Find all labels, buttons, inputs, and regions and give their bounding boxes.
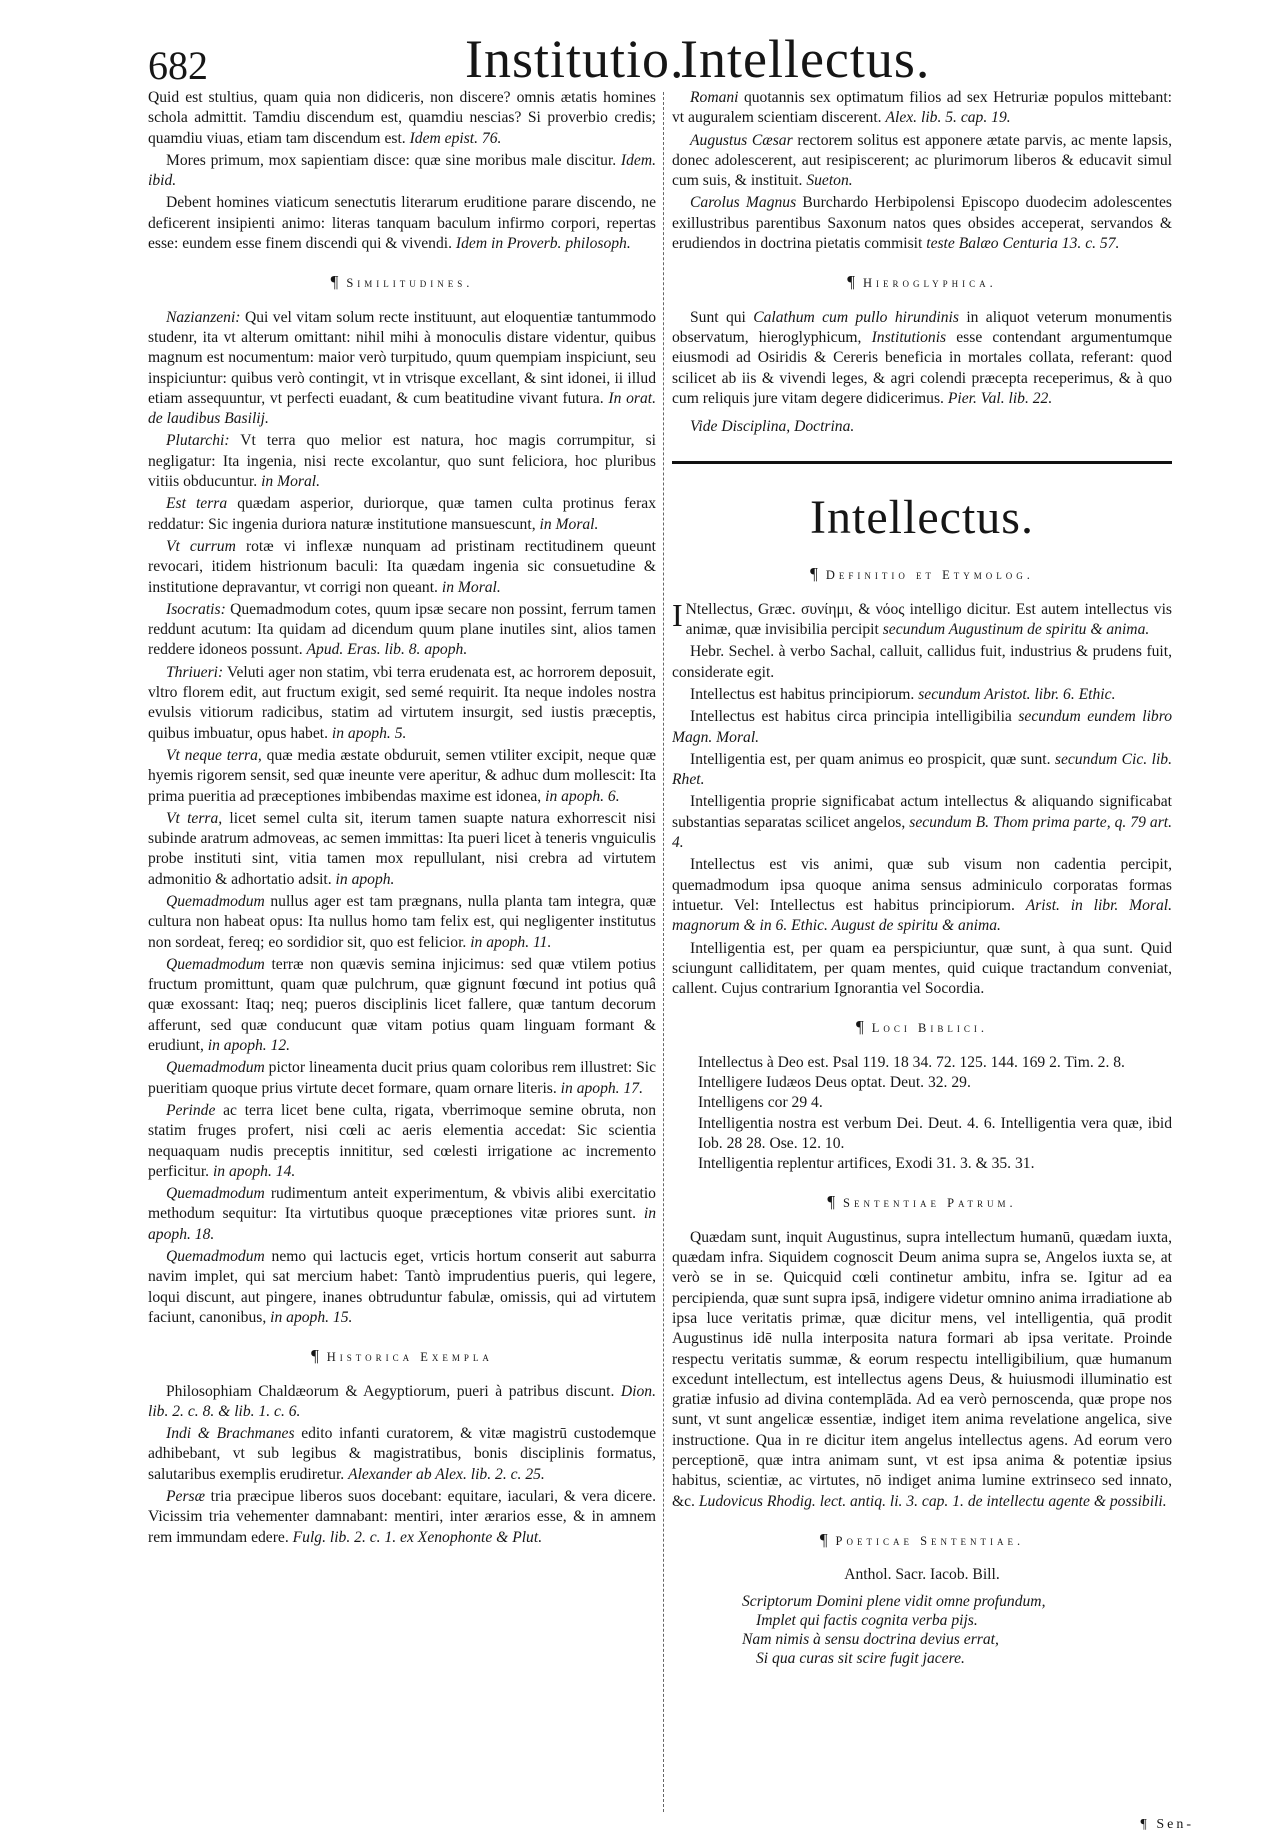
paragraph: I Ntellectus, Græc. συνίημι, & νόος intelligo dicitur. Est autem intellectus vis animæ, quæ invisibilia percipit secundum Augustinum de spiritu & anima. xyxy=(672,596,1172,639)
paragraph: Intellectus est vis animi, quæ sub visum non cadentia percipit, quemadmodum ipsa quoque anima sensus adminiculo corporatas formas intuetur. Vel: Intellectus est habitus principiorum. Arist. in libr. Moral. magnorum & in 6. Ethic. August de spiritu & anima. xyxy=(672,856,1172,935)
drop-cap: I xyxy=(672,596,683,633)
running-title-left: Institutio. xyxy=(465,29,685,89)
paragraph: Intelligentia est, per quam animus eo prospicit, quæ sunt. secundum Cic. lib. Rhet. xyxy=(672,750,1172,789)
paragraph: Romani quotannis sex optimatum filios ad sex Hetruriæ populos mittebant: vt auguralem scientiam discerent. Alex. lib. 5. cap. 19. xyxy=(672,89,1172,127)
paragraph: Indi & Brachmanes edito infanti curatorem, & vitæ magistrū custodemque adhibebant, vt sub legibus & magistratibus, bonis disciplinis formatus, salutaribus exemplis erudiretur. Alexander ab Alex. lib. 2. c. 25. xyxy=(148,1425,656,1483)
poem-line: Implet qui factis cognita verba pijs. xyxy=(756,1611,978,1629)
paragraph: Philosophiam Chaldæorum & Aegyptiorum, pueri à patribus discunt. Dion. lib. 2. c. 8. & lib. 1. c. 6. xyxy=(148,1382,656,1420)
paragraph: Perinde ac terra licet bene culta, rigata, vberrimoque semine obruta, non statim fruges profert, nisi cœli ac aeris elementia accedat: Sic scientia nequaquam nudis preceptis innititur, sed cœlesti irrigatione ac incremento perficitur. in apoph. 14. xyxy=(148,1101,656,1180)
paragraph: Intelligentia est, per quam ea perspiciuntur, quæ sunt, à qua sunt. Quid sciungunt calliditatem, per quam mentes, quid cuique tractandum conveniat, callent. Cujus contrarium Ignorantia vel Socordia. xyxy=(672,939,1172,998)
section-heading: ¶ Hieroglyphica. xyxy=(847,272,997,292)
paragraph: Quædam sunt, inquit Augustinus, supra intellectum humanū, quædam iuxta, quædam infra. Siquidem cognoscit Deum anima supra se, Angelos iuxta se, at verò se in se. Quicquid cœli continetur ambitu, infra se. Igitur ad ea percipienda, quæ sunt supra ipsā, indigere videtur omnino anima irradiatione ab ipsa luce veritatis primæ, quæ dicitur mens, vel intelligentia, quā prodit Augustinus idē nulla interposita natura formari ab ipsa veritate. Proinde respectu veritatis summæ, & eorum respectu intelligibilium, quæ humanum excedunt intellectum, est intellectus agens Deus, & huiusmodi illuminatio est gratiæ infusio ad divina contemplāda. Ad ea verò pernoscenda, quæ prope nos sunt, vt sunt angelicæ essentiæ, indiget item anima revelatione angelica, sive instructione. Qua in re dicitur item angelus intellectus agens. Ad eorum vero perceptionē, quæ intra animam sunt, vt est ipsa anima & potentiæ ipsius habitus, scientiæ, ac virtutes, nō indiget anima lumine extrinseco sed innato, &c. Ludovicus Rhodig. lect. antiq. li. 3. cap. 1. de intellectu agente & possibili. xyxy=(672,1228,1172,1510)
paragraph: Vt neque terra, quæ media æstate obduruit, semen vtiliter excipit, neque quæ hyemis rigorem sensit, sed quæ ineunte vere aperitur, & adhuc dum mollescit: Ita prima pueritia ad præceptiones imbibendas maxime est idonea, in apoph. 6. xyxy=(148,746,656,805)
catchword: ¶ Sen- xyxy=(1140,1817,1194,1832)
paragraph: Quemadmodum nullus ager est tam prægnans, nulla planta tam integra, quæ cultura non habeat opus: Ita nullus homo tam felix est, qui negligenter institutus non sordeat, fereq; eo sordidior sit, quo est felicior. in apoph. 11. xyxy=(148,892,656,951)
paragraph: Sunt qui Calathum cum pullo hirundinis in aliquot veterum monumentis observatum, hieroglyphicum, Institutionis esse contendant argumentumque eiusmodi ad Osiridis & Cereris beneficia in mortales collata, referant: quod scilicet ab iis & vivendi leges, & agri colendi præcepta receperimus, & à quo cum reliquis jure vitam degere didicerimus. Pier. Val. lib. 22. xyxy=(672,308,1172,407)
section-heading: ¶ Definitio et Etymolog. xyxy=(810,564,1034,584)
poem-line: Nam nimis à sensu doctrina devius errat, xyxy=(742,1630,999,1648)
paragraph: Intelligentia proprie significabat actum intellectus & aliquando significabat substantias separatas scilicet angelos, secundum B. Thom prima parte, q. 79 art. 4. xyxy=(672,793,1172,852)
paragraph: Quemadmodum pictor lineamenta ducit prius quam coloribus rem illustret: Sic pueritiam quoque prius virtute decet formare, quam ornare literis. in apoph. 17. xyxy=(148,1059,656,1097)
paragraph: Debent homines viaticum senectutis literarum eruditione parare discendo, ne deficerent insipienti animo: literas tanquam baculum infirmo corpori, repertas esse: eundem esse finem discendi qui & vivendi. Idem in Proverb. philosoph. xyxy=(148,194,656,253)
section-heading: ¶ Loci Biblici. xyxy=(856,1017,988,1037)
section-heading: ¶ Poeticae Sententiae. xyxy=(819,1529,1025,1549)
paragraph: Est terra quædam asperior, duriorque, quæ tamen culta protinus ferax reddatur: Sic ingenia duriora naturæ institutione mansuescunt, in Moral. xyxy=(148,495,656,533)
paragraph: Nazianzeni: Qui vel vitam solum recte instituunt, aut eloquentiæ tantummodo studenr, ita vt alterum omittant: nihil mihi à monoculis distare videntur, quibus magnum est nocumentum: maior verò turpitudo, quum quempiam inspiciunt, seu inspiciuntur: quibus verò contingit, vt in vtrisque excellant, & sint idonei, ii illud etiam assequuntur, vt perfecti euadant, & cum beatitudine vivant futura. In orat. de laudibus Basilij. xyxy=(148,308,656,428)
section-heading: ¶ Sententiae Patrum. xyxy=(827,1192,1017,1212)
paragraph: Quemadmodum rudimentum anteit experimentum, & vbivis alibi exercitatio methodum sequitur: Ita virtutibus quoque præceptiones vitæ priores sunt. in apoph. 18. xyxy=(148,1185,656,1243)
poem-attribution: Anthol. Sacr. Iacob. Bill. xyxy=(844,1566,1000,1584)
page-number: 682 xyxy=(148,43,208,88)
running-title-right: Intellectus. xyxy=(680,29,931,89)
paragraph: Quemadmodum terræ non quævis semina injicimus: sed quæ vtilem potius fructum promittunt, quam quæ pulchrum, quæ gignunt fœcund int potius quâ quæ exossant: Itaq; neq; pueros disciplinis licet fallere, quæ tantum decorum afferunt, sed quæ conducunt quæ vitam potius quam linguam formant & erudiunt, in apoph. 12. xyxy=(148,955,656,1055)
left-column xyxy=(148,88,656,1828)
poem-line: Scriptorum Domini plene vidit omne profundum, xyxy=(742,1592,1046,1610)
paragraph: Vt terra, licet semel culta sit, iterum tamen suapte natura exhorrescit nisi subinde aratrum admoveas, ac semen immittas: Ita pueri licet à teneris vnguiculis probe instituti sint, vitia tamen mox repullulant, nisi crebra ad virtutem admonitio & adhortatio adsit. in apoph. xyxy=(148,809,656,888)
section-heading: ¶ Historica Exempla xyxy=(311,1346,493,1366)
list-item: Intellectus à Deo est. Psal 119. 18 34. 72. 125. 144. 169 2. Tim. 2. 8. xyxy=(698,1053,1125,1071)
cross-reference: Vide Disciplina, Doctrina. xyxy=(690,418,855,436)
paragraph: Intellectus est habitus circa principia intelligibilia secundum eundem libro Magn. Moral. xyxy=(672,708,1172,746)
right-column xyxy=(672,88,1172,1828)
paragraph: Hebr. Sechel. à verbo Sachal, calluit, callidus fuit, industrius & prudens fuit, considerate egit. xyxy=(672,643,1172,681)
paragraph: Thriueri: Veluti ager non statim, vbi terra erudenata est, ac horrorem deposuit, vltro florem edit, aut fructum exigit, sed semé requirit. Ita neque indoles nostra evulsis vitiorum radicibus, statim ad virtutem insurgit, sed iustis præceptis, quibus imbuatur, opus habet. in apoph. 5. xyxy=(148,663,656,742)
running-head xyxy=(0,22,1276,92)
bible-references xyxy=(672,1053,1172,1175)
paragraph: Mores primum, mox sapientiam disce: quæ sine moribus male discitur. Idem. ibid. xyxy=(148,151,656,190)
list-item: Intelligens cor 29 4. xyxy=(698,1094,823,1112)
entry-title: Intellectus. xyxy=(810,491,1034,545)
paragraph: Augustus Cæsar rectorem solitus est apponere ætate parvis, ac mente lapsis, donec adolescerent, aut resipiscerent; ac plurimorum liberos & educavit simul cum suis, & instituit. Sueton. xyxy=(672,131,1172,190)
column-divider xyxy=(663,92,665,1812)
list-item: Intelligentia nostra est verbum Dei. Deut. 4. 6. Intelligentia vera quæ, ibid Iob. 28 28. Ose. 12. 10. xyxy=(698,1114,1172,1152)
poem-line: Si qua curas sit scire fugit jacere. xyxy=(756,1649,965,1667)
section-heading: ¶ Similitudines. xyxy=(330,272,474,292)
section-divider xyxy=(672,461,1172,464)
paragraph: Carolus Magnus Burchardo Herbipolensi Episcopo duodecim adolescentes exillustribus parentibus Saxonum natos ques obsides acceperat, servandos & erudiendos in doctrina pietatis commisit teste Balæo Centuria 13. c. 57. xyxy=(672,194,1172,253)
paragraph: Isocratis: Quemadmodum cotes, quum ipsæ secare non possint, ferrum tamen reddunt acutum: Ita quidam ad dicendum quum plane inutiles sint, alios tamen reddere idoneos possunt. Apud. Eras. lib. 8. apoph. xyxy=(148,600,656,659)
paragraph: Vt currum rotæ vi inflexæ nunquam ad pristinam rectitudinem queunt revocari, itidem histrionum baculi: Ita quædam ingenia sic consuetudine & institutione depravantur, vt corrigi non queant. in Moral. xyxy=(148,537,656,596)
paragraph: Persæ tria præcipue liberos suos docebant: equitare, iaculari, & vera dicere. Vicissim tria vehementer damnabant: mentiri, inter ærarios esse, & in amnem rem immundam edere. Fulg. lib. 2. c. 1. ex Xenophonte & Plut. xyxy=(148,1488,656,1546)
paragraph: Quemadmodum nemo qui lactucis eget, vrticis hortum conserit aut saburra navim implet, qui sat mercium habet: Tantò imprudentius pueris, qui legere, loqui discunt, aut pingere, inanes obtruduntur fabulæ, omissis, qui ad virtutem faciunt, canonibus, in apoph. 15. xyxy=(148,1248,656,1326)
paragraph: Intellectus est habitus principiorum. secundum Aristot. libr. 6. Ethic. xyxy=(690,685,1116,703)
list-item: Intelligentia replentur artifices, Exodi 31. 3. & 35. 31. xyxy=(698,1155,1035,1173)
poem xyxy=(672,1592,1172,1668)
paragraph: Quid est stultius, quam quia non didiceris, non discere? omnis ætatis homines schola admittit. Tamdiu discendum est, quamdiu nescias? Si proverbio credis; quamdiu viuas, etiam tam discendum est. Idem epist. 76. xyxy=(148,89,656,147)
paragraph: Plutarchi: Vt terra quo melior est natura, hoc magis corrumpitur, si negligatur: Ita ingenia, nisi recte excolantur, quo sunt feliciora, hoc pluribus vitiis obducuntur. in Moral. xyxy=(148,432,656,491)
list-item: Intelligere Iudæos Deus optat. Deut. 32. 29. xyxy=(698,1073,971,1091)
